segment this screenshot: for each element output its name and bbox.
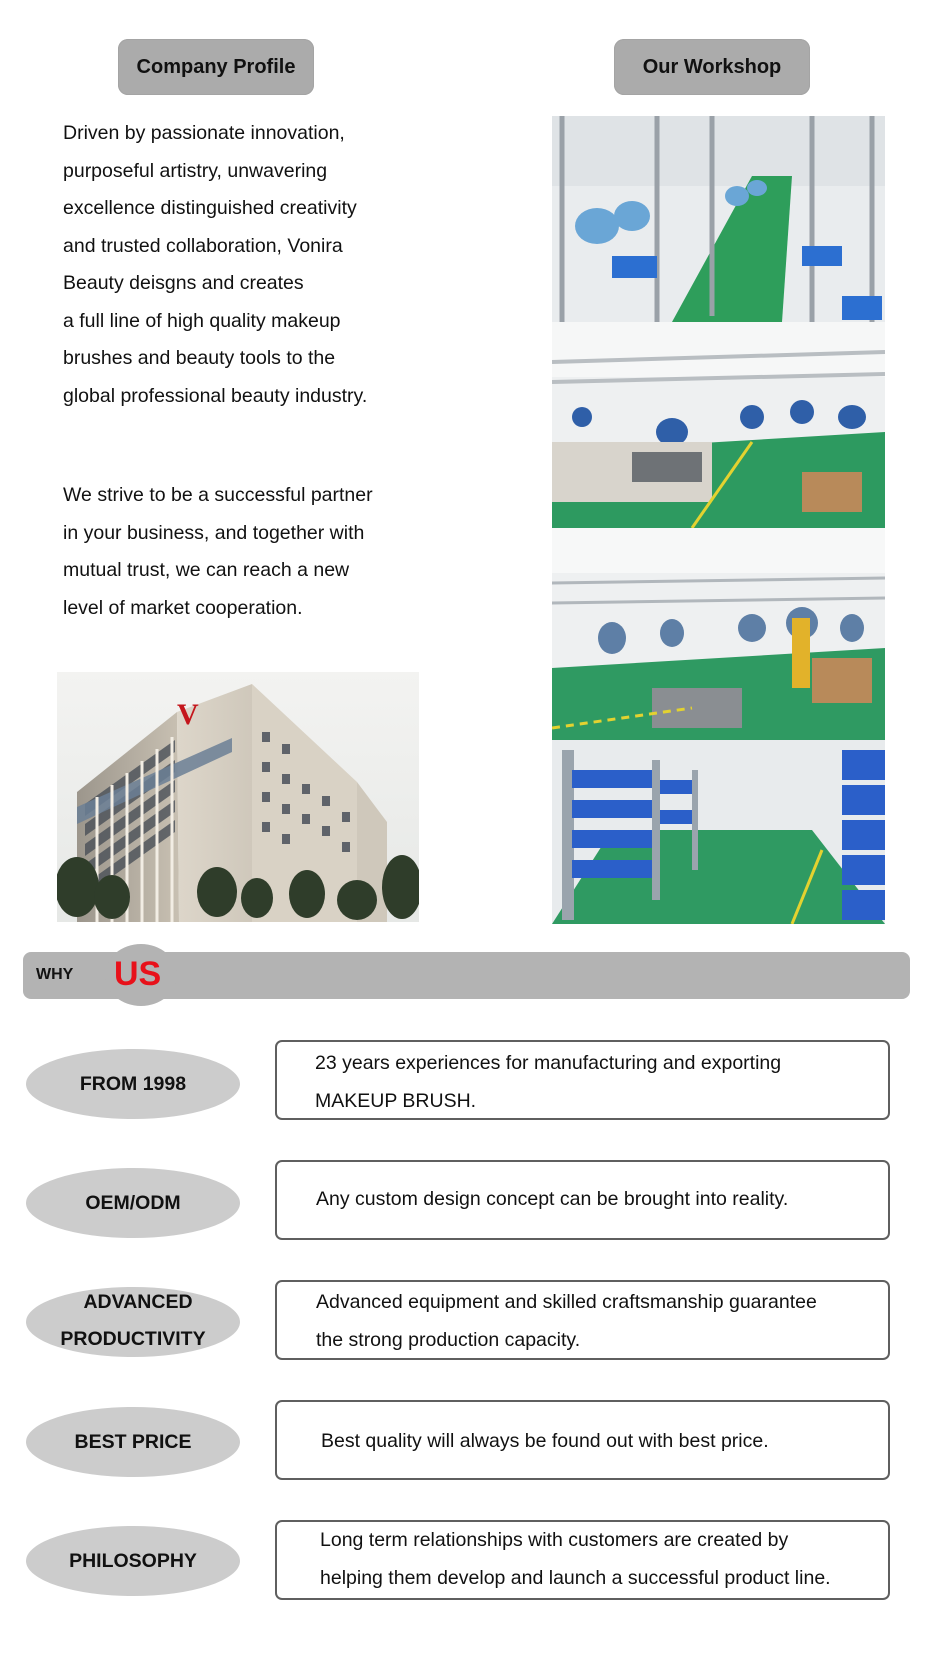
feature-label-from-1998 <box>26 1049 240 1119</box>
feature-label-oem-odm <box>26 1168 240 1238</box>
feature-description-text: Any custom design concept can be brought into reality. <box>316 1188 789 1210</box>
feature-label-best-price <box>26 1407 240 1477</box>
feature-label-text-line-1: ADVANCED <box>83 1291 193 1313</box>
feature-description-text: Long term relationships with customers are created by helping them develop and launch a successful product line. <box>320 1529 831 1589</box>
feature-description-text: Advanced equipment and skilled craftsmanship guarantee the strong production capacity. <box>316 1291 817 1351</box>
company-profile-title: Company Profile <box>136 55 296 78</box>
feature-description-text: 23 years experiences for manufacturing and exporting MAKEUP BRUSH. <box>315 1052 782 1112</box>
our-workshop-title: Our Workshop <box>642 55 782 78</box>
feature-description-box <box>275 1400 890 1480</box>
company-profile-header <box>118 39 314 95</box>
us-label: US <box>114 955 162 993</box>
building-logo-text: V <box>177 698 199 731</box>
feature-label-text: OEM/ODM <box>85 1191 181 1214</box>
workshop-photo-production-floor <box>552 322 885 528</box>
feature-label-advanced-productivity <box>26 1287 240 1357</box>
feature-label-text-line-2: PRODUCTIVITY <box>60 1328 206 1350</box>
workshop-photo-assembly-line <box>552 116 885 322</box>
feature-label-text: PHILOSOPHY <box>69 1549 197 1572</box>
feature-description-box <box>275 1520 890 1600</box>
feature-description-box <box>275 1040 890 1120</box>
company-partnership-paragraph: We strive to be a successful partner in your business, and together with mutual trust, we can reach a new level of market cooperation. <box>63 484 373 619</box>
feature-description-box <box>275 1160 890 1240</box>
company-building-photo <box>57 672 419 922</box>
workshop-photo-packing-area <box>552 528 885 740</box>
feature-description-box <box>275 1280 890 1360</box>
company-profile-paragraph: Driven by passionate innovation, purposeful artistry, unwavering excellence distinguished creativity and trusted collaboration, Vonira Beauty deisgns and creates a full line of high quality makeup brushes and beauty tools to the global professional beauty industry. <box>63 122 368 407</box>
why-label: WHY <box>36 966 74 983</box>
workshop-photo-warehouse <box>552 740 885 924</box>
feature-label-text: FROM 1998 <box>79 1072 187 1095</box>
our-workshop-header <box>614 39 810 95</box>
feature-label-text: BEST PRICE <box>74 1430 192 1453</box>
feature-label-philosophy <box>26 1526 240 1596</box>
feature-description-text: Best quality will always be found out with best price. <box>321 1430 769 1452</box>
